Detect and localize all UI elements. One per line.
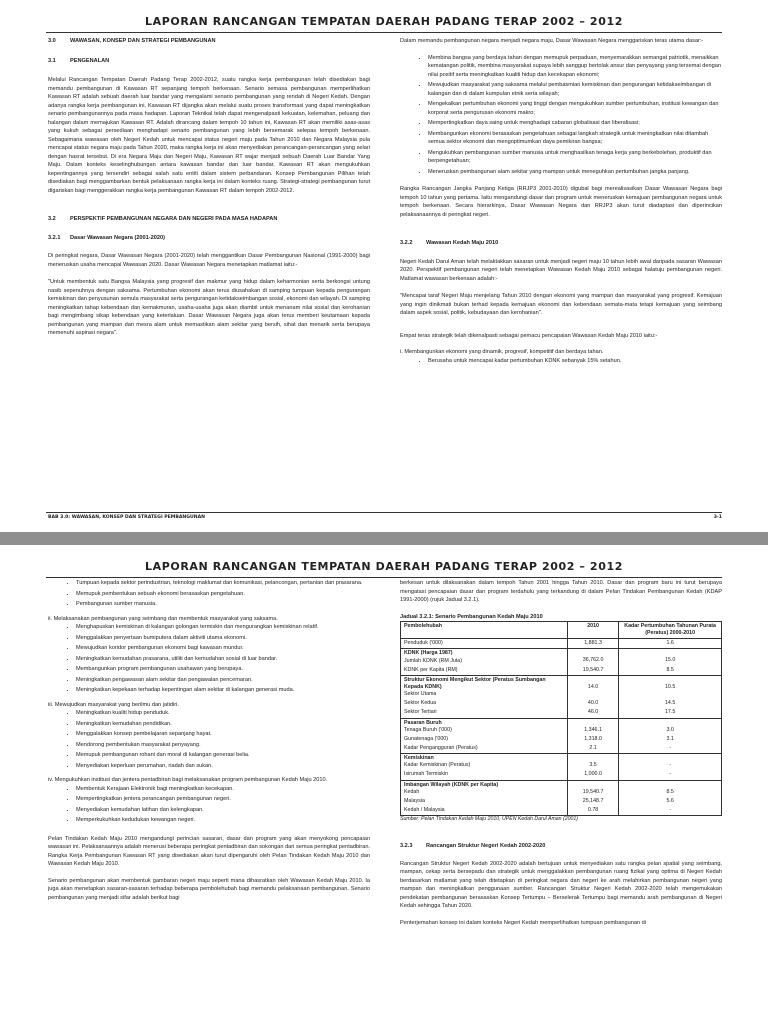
- list-item: • Menyediakan kemudahan latihan dan kelengkapan.: [76, 806, 370, 815]
- paragraph: Pelan Tindakan Kedah Maju 2010 mengandungi perincian sasaran, dasar dan program yang akan menyokong pencapaian wawasan ini. Pelaksanaannya adalah menerusi beberapa peringkat pentadbiran dan sokongan dari semua peringkat pentadbiran. Rangka Kerja Pembangunan Kawasan RT yang disediakan akan turut dipengaruhi oleh Pelan Tindakan Kedah Maju 2010 dan Wawasan Kedah Maju 2010.: [48, 835, 370, 867]
- table-cell-label: [401, 744, 568, 754]
- table-row: [401, 675, 722, 699]
- list-item: • Menggalakkan penyertaan bumiputera dalam aktiviti utama ekonomi.: [76, 634, 370, 643]
- table-group-title: Struktur Ekonomi Mengikut Sektor (Peratus Sumbangan Kepada KDNK): [404, 676, 546, 690]
- page2-left-column: [48, 579, 370, 902]
- table-cell-growth: -: [619, 770, 722, 780]
- page1-left-column: [48, 37, 370, 338]
- list-item: • Tumpuan kepada sektor perindustrian, teknologi maklumat dan komunikasi, pelancongan, pertanian dan prasarana.: [76, 579, 370, 588]
- row-label: Malaysia: [404, 797, 425, 804]
- table-cell-growth: 8.5: [619, 666, 722, 676]
- roman-item: ii. Melaksanakan pembangunan yang seimbang dan membentuk masyarakat yang saksama.: [48, 615, 278, 622]
- table-cell-label: [401, 708, 568, 718]
- table-cell-growth: 10.5: [619, 675, 722, 699]
- paragraph: Rancangan Struktur Negeri Kedah 2002-2020 adalah bertujuan untuk menyediakan satu rangka pelan spatial yang seimbang, mampan, cekap serta bersepadu dan strategik untuk menggalakkan pembangunan ruang fizikal yang optima di Negeri Kedah berdasarkan matlamat yang telah ditetapkan di peringkat negara dan negeri ke arah melahirkan pembangunan negeri yang mampan dan meningkatkan penggunaan sumber. Rancangan Struktur Negeri Kedah 2002-2020 telah mengemukakan pendekatan pembangunan berasaskan Konsep Tertumpu – Berselerak Tertumpu bagi memandu arah pembangunan di Negeri Kedah sehingga Tahun 2020.: [400, 860, 722, 909]
- table-row: [401, 744, 722, 754]
- table-cell-2010: 46.0: [567, 708, 618, 718]
- running-header: LAPORAN RANCANGAN TEMPATAN DAERAH PADANG TERAP 2002 – 2012: [145, 560, 623, 573]
- table-row: [401, 780, 722, 797]
- column-header: Pembolehubah: [401, 622, 568, 639]
- list-item: • Memupuk pembangunan rohani dan moral di kalangan generasi belia.: [76, 751, 370, 760]
- table-row: [401, 699, 722, 708]
- row-label: Isirumah Termiskin: [404, 771, 449, 778]
- table-group-title: Imbangan Wilayah (KDNK per Kapita): [404, 781, 499, 788]
- page2-right-column: [400, 579, 722, 927]
- table-cell-2010: 1,000.0: [567, 770, 618, 780]
- paragraph: Negeri Kedah Darul Aman telah melaktakkan sasaran untuk menjadi negeri maju 10 tahun lebih awal daripada sasaran Wawasan 2020. Perspektif pembangunan negeri telah menetapkan Wawasan Kedah Maju 2010 sebagai halatuju pembangunan negeri. Matlamat wawasan berkenaan adalah:-: [400, 258, 722, 282]
- table-caption: Jadual 3.2.1: Senario Pembangunan Kedah Maju 2010: [400, 613, 543, 620]
- list-item: • Pembangunan sumber manusia.: [76, 600, 370, 609]
- row-label: Sektor Tertiari: [404, 709, 437, 716]
- row-label: Jumlah KDNK (RM Juta): [404, 657, 462, 664]
- table-row: [401, 735, 722, 744]
- paragraph: Senario pembangunan akan membentuk gambaran negeri maju seperti mana dihasratkan oleh Wawasan Kedah Maju 2010. Ia juga akan menetapkan sasaran-sasaran terhadap beberapa pembolehubah bagi memandu pelaksanaan pembangunan. Senario pembangunan yang menjadi sifar adalah berikut bagi: [48, 877, 370, 901]
- table-cell-label: [401, 797, 568, 806]
- table-row: [401, 770, 722, 780]
- bullet-list: [48, 709, 370, 770]
- list-item: • Memupuk pembentukan sebuah ekonomi berasaskan pengetahuan.: [76, 590, 370, 599]
- table-cell-label: [401, 649, 568, 666]
- column-header: Kadar Pertumbuhan Tahunan Purata (Peratus) 2000-2010: [619, 622, 722, 639]
- row-label: Kadar Kemiskinan (Peratus): [404, 762, 471, 769]
- table-cell-2010: 19,540.7: [567, 780, 618, 797]
- list-item: • Menggalakkan konsep pembelajaran sepanjang hayat.: [76, 730, 370, 739]
- header-rule: [46, 577, 722, 578]
- row-label: Sektor Kedua: [404, 700, 437, 707]
- table-cell-label: [401, 718, 568, 735]
- roman-item: i. Membangunkan ekonomi yang dinamik, progresif, kompetitif dan berdaya tahan.: [400, 349, 604, 355]
- table-cell-growth: 8.5: [619, 780, 722, 797]
- list-item: • Mempertingkatkan jentera perancangan pembangunan negeri.: [76, 795, 370, 804]
- paragraph: Di peringkat negara, Dasar Wawasan Negara (2001-2020) telah menggantikan Dasar Pembangunan Nasional (1991-2000) bagi meneruskan usaha mencapai Wawasan 2020. Dasar Wawasan Negara menetapkan matlamat iaitu:-: [48, 253, 370, 268]
- row-label: Penduduk ('000): [404, 640, 443, 647]
- paragraph: Rangka Rancangan Jangka Panjang Ketiga (RRJP3 2001-2010) digubal bagi merealisasikan Dasar Wawasan Negara bagi tempoh 10 tahun yang pertama. Iaitu mengandungi dasar dan program untuk meneruskan kemajuan pembangunan negara untuk tempoh berkenaan. Secara hierarkinya, Dasar Wawasan Negara dan RRJP3 akan turut diadaptasi dan diperincikan pelaksanaannya di peringkat negeri.: [400, 186, 722, 218]
- table-cell-growth: 15.0: [619, 649, 722, 666]
- list-item: • Mewujudkan masyarakat yang saksama melalui pembasmian kemiskinan dan pengurangan ketidakseimbangan di kalangan dan di dalam kumpulan etnik serta wilayah;: [428, 81, 722, 98]
- list-item: • Menghapuskan kemiskinan di kalangan golongan termiskin dan mengurangkan kemiskinan relatif.: [76, 623, 370, 632]
- list-item: • Mendorong pembentukan masyarakat penyayang.: [76, 741, 370, 750]
- list-item: • Meneruskan pembangunan alam sekitar yang mampan untuk meneguhkan pertumbuhan jangka panjang.: [428, 168, 722, 177]
- list-item: • Membangunkan ekonomi berasaskan pengetahuan sebagai langkah strategik untuk meningkatkan nilai ditambah semua sektor ekonomi dan mengoptimumkan daya pemikiran bangsa;: [428, 130, 722, 147]
- table-source: Sumber: Pelan Tindakan Kedah Maju 2010, UPEN Kedah Darul Aman (2001): [400, 816, 578, 823]
- section-heading-3-2: 3.2 PERSPEKTIF PEMBANGUNAN NEGARA DAN NEGERI PADA MASA HADAPAN: [48, 216, 278, 222]
- bullet-list: [400, 54, 722, 177]
- row-label: Kedah: [404, 788, 420, 795]
- list-item: • Membina bangsa yang berdaya tahan dengan memupuk perpaduan, menyemarakkan semangat patriotik, menaikkan kematangan politik, membina masyarakat supaya lebih sanggup bertolak ansur dan penyayang yang tersemai dengan nilai positif serta meningkatkan kualiti hidup dan kecekapan ekonomi;: [428, 54, 722, 80]
- table-row: [401, 666, 722, 676]
- page-number: 3-1: [713, 515, 722, 520]
- table-row: [401, 806, 722, 816]
- table-cell-growth: 14.5: [619, 699, 722, 708]
- list-item: • Mewujudkan koridor pembangunan ekonomi bagi kawasan mundur.: [76, 644, 370, 653]
- table-group-title: Pasaran Buruh: [404, 719, 442, 726]
- table-cell-label: [401, 806, 568, 816]
- table-cell-2010: 36,762.0: [567, 649, 618, 666]
- section-heading-3-2-1: 3.2.1 Dasar Wawasan Negara (2001-2020): [48, 234, 165, 241]
- list-item: • Berusaha untuk mencapai kadar pertumbuhan KDNK sebanyak 15% setahun.: [428, 357, 722, 366]
- list-item: • Meningkatkan kualiti hidup penduduk.: [76, 709, 370, 718]
- table-row: [401, 649, 722, 666]
- footer-chapter: BAB 3.0: WAWASAN, KONSEP DAN STRATEGI PEMBANGUNAN: [48, 515, 205, 520]
- section-heading-3-2-3: 3.2.3 Rancangan Struktur Negeri Kedah 2002-2020: [400, 843, 546, 849]
- table-cell-2010: 25,148.7: [567, 797, 618, 806]
- list-item: • Mempertingkatkan daya saing untuk menghadapi cabaran globalisasi dan liberalisasi;: [428, 119, 722, 128]
- list-item: • Menyediakan keperluan perumahan, riadah dan sukan.: [76, 762, 370, 771]
- table-group-title: KDNK (Harga 1987): [404, 650, 453, 657]
- quote-paragraph: "Untuk membentuk satu Bangsa Malaysia yang progresif dan makmur yang hidup dalam keharmonian serta berkongsi untung nasib sepenuhnya dengan saksama. Pertumbuhan ekonomi akan terus diusahakan di samping tumpuan kepada pengurangan kemiskinan dan penyusunan semula masyarakat serta pengurangan ketidakseimbangan sosial, ekonomi dan wilayah. Di samping meningkatkan tahap kebendaan dan kemakmuran, usaha-usaha juga akan diambil untuk menanam nilai sosial dan kerohanian bagi mengimbang sikap kebendaan yang keterlaluan. Dasar Wawasan Negara juga akan terus memberi keutamaan kepada pembangunan yang mampan dan mesra alam untuk memastikan alam sekitar yang bersih, sihat dan menarik serta berupaya memenuhi aspirasi negara".: [48, 279, 370, 336]
- row-label: KDNK per Kapita (RM): [404, 666, 458, 673]
- table-cell-label: [401, 666, 568, 676]
- table-row: [401, 754, 722, 771]
- row-label: Tenaga Buruh ('000): [404, 726, 452, 733]
- table-cell-2010: 1,346.1: [567, 718, 618, 735]
- list-item: • Meningkatkan kemudahan pendidikan.: [76, 720, 370, 729]
- paragraph: Empat teras strategik telah dikenalpasti sebagai pemacu pencapaian Wawasan Kedah Maju 2010 iaitu:-: [400, 332, 658, 339]
- list-item: • Meningkatkan kemudahan prasarana, utiliti dan kemudahan sosial di luar bandar.: [76, 655, 370, 664]
- section-heading-3-0: 3.0 WAWASAN, KONSEP DAN STRATEGI PEMBANGUNAN: [48, 38, 216, 44]
- table-cell-growth: 1.6: [619, 639, 722, 649]
- list-item: • Membentuk Kerajaan Elektronik bagi meningkatkan kecekapan.: [76, 785, 370, 794]
- table-cell-label: [401, 699, 568, 708]
- running-header: LAPORAN RANCANGAN TEMPATAN DAERAH PADANG TERAP 2002 – 2012: [145, 15, 623, 28]
- table-cell-2010: 1,881.3: [567, 639, 618, 649]
- table-cell-label: [401, 639, 568, 649]
- bullet-list: [400, 357, 722, 366]
- table-row: [401, 797, 722, 806]
- table-cell-growth: -: [619, 744, 722, 754]
- list-item: • Meningkatkan pengawasan alam sekitar dan pengawalan pencemaran.: [76, 676, 370, 685]
- row-label: Sektor Utama: [404, 691, 437, 698]
- bullet-list: [48, 785, 370, 825]
- list-item: • Mengukuhkan pembangunan sumber manusia untuk menghasilkan tenaga kerja yang berkebolehan, produktif dan berpengetahuan;: [428, 149, 722, 166]
- table-row: [401, 718, 722, 735]
- table-row: [401, 639, 722, 649]
- table-cell-growth: -: [619, 806, 722, 816]
- row-label: Gunatenaga ('000): [404, 735, 449, 742]
- paragraph: berkesan untuk dilaksanakan dalam tempoh Tahun 2001 hingga Tahun 2010. Dasar dan program baru ini turut berupaya mengatasi pencapaian dasar dan program terdahulu yang terkandung di dalam Pelan Tindakan Pembangunan Kedah (KDAP 1991-2000) (rujuk Jadual 3.2.1).: [400, 580, 722, 603]
- page-footer: [48, 515, 722, 520]
- table-cell-growth: 3.1: [619, 735, 722, 744]
- header-rule: [46, 32, 722, 33]
- bullet-list: [48, 579, 370, 609]
- table-cell-2010: 3.5: [567, 754, 618, 771]
- column-header: 2010: [567, 622, 618, 639]
- paragraph: Melalui Rancangan Tempatan Daerah Padang Terap 2002-2012, suatu rangka kerja pembangunan telah disediakan bagi memandu pembangunan di Kawasan RT sepanjang tempoh berkenaan. Senario semasa pembangunan memperlihatkan Kawasan RT adalah sebuah daerah luar bandar yang mengalami senario pembangunan yang rendah di Negeri Kedah. Dengan adanya rangka kerja pembangunan ini, Kawasan RT dijangka akan melalui suatu proses transformasi yang dapat meningkatkan senario pembangunannya pada masa hadapan. Laporan Teknikal telah dapat mengenalpasti kekuatan, kelemahan, peluang dan halangan dalam memajukan Kawasan RT. Adalah dirancang dalam tempoh 10 tahun ini, Kawasan RT akan memiliki asas-asas yang kukuh sebagai persediaan menghadapi senario pembangunan yang lebih bersemarak selepas tempoh berkenaan. Sebagaimana wawasan oleh Negeri Kedah untuk mencapai status negeri maju pada Tahun 2010 dan Negara Malaysia pula mencapai status negara maju pada Tahun 2020, maka rangka kerja ini akan menyediakan perancangan-perancangan yang selari dengan hasrat tersebut. Di era Negara Maju dan Negeri Maju, Kawasan RT wajar menjadi sebuah Daerah Luar Bandar Yang Maju. Dalam konteks keselinghubungan antara kawasan bandar dan luar bandar, Kawasan RT akan mengukuhkan kepentingannya yang tersendiri sebagai salah satu entiti dalam sistem perbandaran. Konsep Pembangunan Pilihan telah disediakan bagi menggambarkan bentuk pelaksanaan rangka kerja ini dalam konteks ruang. Strategi-strategi pembangunan turut digariskan bagi menggerakkan rangka kerja pembangunan Kawasan RT dalam tempoh 2002-2012.: [48, 77, 370, 194]
- table-cell-2010: 19,540.7: [567, 666, 618, 676]
- list-item: • Mengekalkan pertumbuhan ekonomi yang tinggi dengan mengukuhkan sumber pertumbuhan, institusi kewangan dan korporat serta pengurusan ekonomi makro;: [428, 100, 722, 117]
- table-cell-2010: 2.1: [567, 744, 618, 754]
- list-item: • Memperkukuhkan kedudukan kewangan negeri.: [76, 816, 370, 825]
- roman-item: iii. Mewujudkan masyarakat yang berilmu dan jatidiri.: [48, 701, 179, 708]
- section-heading-3-1: 3.1 PENGENALAN: [48, 57, 110, 64]
- table-cell-growth: -: [619, 754, 722, 771]
- development-scenario-table: [400, 621, 722, 816]
- list-item: • Meningkatkan kepekaan terhadap kepentingan alam sekitar di kalangan generasi muda.: [76, 686, 370, 695]
- table-cell-growth: 17.5: [619, 708, 722, 718]
- table-cell-label: [401, 770, 568, 780]
- row-label: Kadar Pengangguran (Peratus): [404, 744, 478, 751]
- footer-rule: [46, 512, 722, 513]
- table-cell-2010: 14.0: [567, 675, 618, 699]
- page-2: [0, 545, 768, 1024]
- table-body: [401, 639, 722, 816]
- quote-paragraph: "Mencapai taraf Negeri Maju menjelang Tahun 2010 dengan ekonomi yang mampan dan masyarakat yang progresif. Kemajuan yang ingin dinikmati bukan terhad kepada kemajuan ekonomi dan kebendaan semata-mata tetapi kemajuan yang seimbang dalam aspek sosial, politik, kebudayaan dan kerohanian".: [400, 293, 722, 316]
- paragraph: Penterjemahan konsep ini dalam konteks Negeri Kedah memperlihatkan tumpuan pembangunan di: [400, 919, 646, 926]
- table-cell-growth: 3.0: [619, 718, 722, 735]
- paragraph: Dalam memandu pembangunan negara menjadi negara maju, Dasar Wawasan Negara menggariskan teras utama dasar:-: [400, 38, 704, 44]
- table-cell-2010: 0.78: [567, 806, 618, 816]
- table-cell-label: [401, 754, 568, 771]
- table-cell-label: [401, 780, 568, 797]
- table-group-title: Kemiskinan: [404, 755, 434, 762]
- table-cell-growth: 5.6: [619, 797, 722, 806]
- table-header-row: [401, 622, 722, 639]
- table-cell-label: [401, 675, 568, 699]
- section-heading-3-2-2: 3.2.2 Wawasan Kedah Maju 2010: [400, 240, 499, 246]
- page1-right-column: [400, 37, 722, 367]
- table-row: [401, 708, 722, 718]
- table-cell-2010: 1,318.0: [567, 735, 618, 744]
- roman-item: iv. Mengukuhkan institusi dan jentera pentadbiran bagi melaksanakan program pembangunan Kedah Maju 2010.: [48, 777, 328, 783]
- bullet-list: [48, 623, 370, 695]
- table-cell-label: [401, 735, 568, 744]
- table-cell-2010: 40.0: [567, 699, 618, 708]
- list-item: • Membangunkan program pembangunan usahawan yang berupaya.: [76, 665, 370, 674]
- row-label: Kedah / Malaysia: [404, 806, 445, 813]
